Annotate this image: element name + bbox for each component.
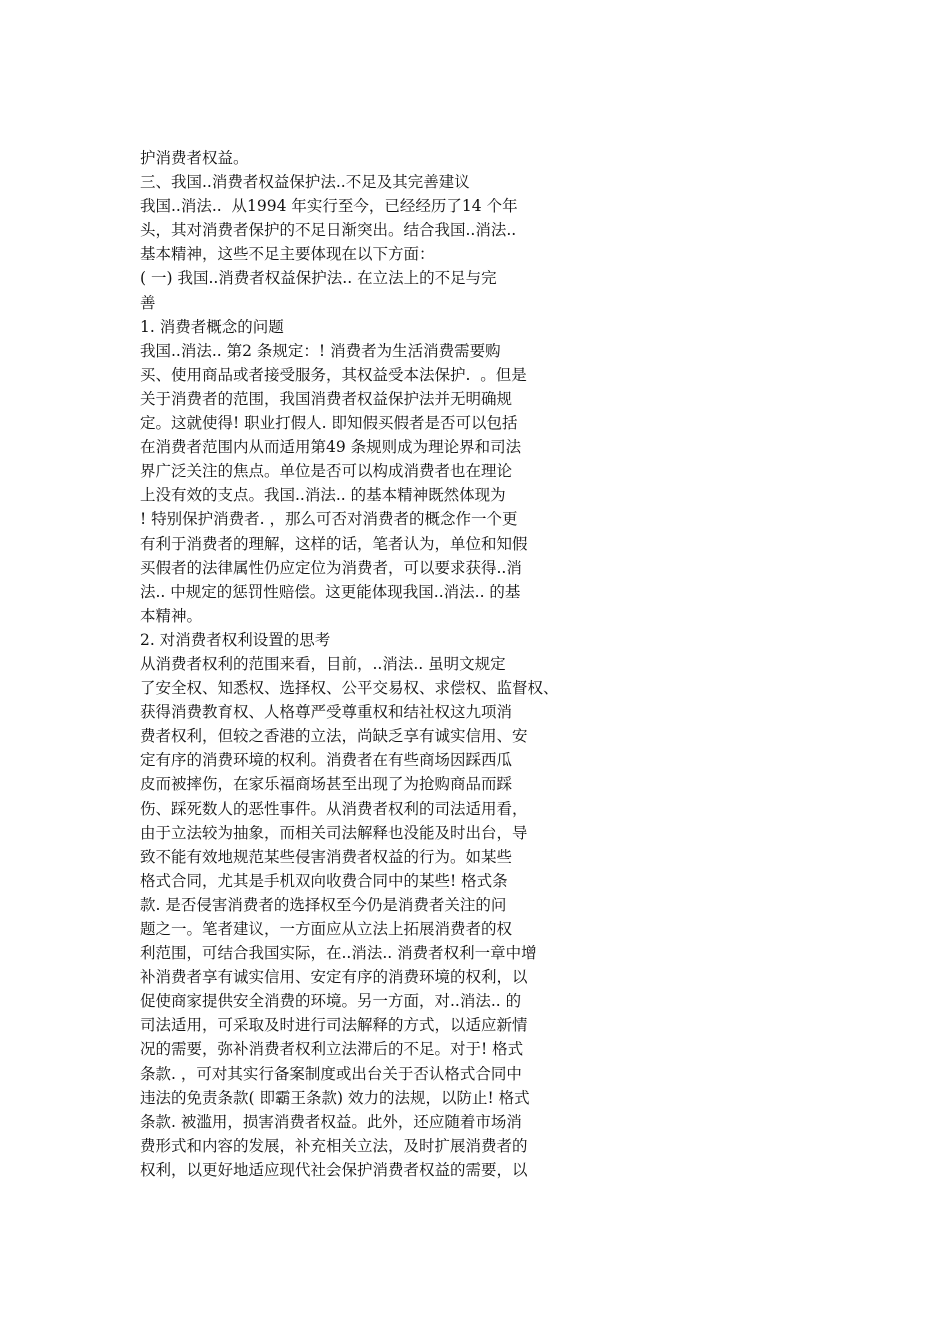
item-heading: 1. 消费者概念的问题 (140, 317, 284, 336)
text-line: 违法的免责条款( 即霸王条款) 效力的法规，以防止! 格式 (140, 1088, 530, 1107)
text-line: 促使商家提供安全消费的环境。另一方面，对..消法.. 的 (140, 992, 522, 1011)
text-line: 由于立法较为抽象，而相关司法解释也没能及时出台，导 (140, 823, 528, 842)
text-line: 买假者的法律属性仍应定位为消费者，可以要求获得..消 (140, 558, 522, 577)
text-line: 我国..消法.. 第2 条规定：! 消费者为生活消费需要购 (140, 341, 501, 360)
text-line: 皮而被摔伤，在家乐福商场甚至出现了为抢购商品而踩 (140, 775, 513, 794)
text-line: 费者权利，但较之香港的立法，尚缺乏享有诚实信用、安 (140, 727, 528, 746)
text-line: 利范围，可结合我国实际，在..消法.. 消费者权利一章中增 (140, 944, 537, 963)
text-line: 买、使用商品或者接受服务，其权益受本法保护. 。但是 (140, 365, 527, 384)
text-line: 关于消费者的范围，我国消费者权益保护法并无明确规 (140, 389, 513, 408)
text-line: 在消费者范围内从而适用第49 条规则成为理论界和司法 (140, 438, 522, 457)
text-line: 致不能有效地规范某些侵害消费者权益的行为。如某些 (140, 847, 513, 866)
text-line: 条款. 被滥用，损害消费者权益。此外，还应随着市场消 (140, 1112, 522, 1131)
text-line: 本精神。 (140, 606, 203, 625)
text-line: 我国..消法.. 从1994 年实行至今，已经经历了14 个年 (140, 197, 518, 216)
text-line: 界广泛关注的焦点。单位是否可以构成消费者也在理论 (140, 462, 513, 481)
item-heading: 2. 对消费者权利设置的思考 (140, 630, 331, 649)
text-line: ! 特别保护消费者. ，那么可否对消费者的概念作一个更 (140, 510, 518, 529)
text-line: 获得消费教育权、人格尊严受尊重权和结社权这九项消 (140, 703, 513, 722)
text-line: 条款. ，可对其实行备案制度或出台关于否认格式合同中 (140, 1064, 522, 1083)
text-line: 司法适用，可采取及时进行司法解释的方式，以适应新情 (140, 1016, 528, 1035)
text-line: 权利，以更好地适应现代社会保护消费者权益的需要，以 (140, 1160, 528, 1179)
text-line: 伤、踩死数人的恶性事件。从消费者权利的司法适用看， (140, 799, 528, 818)
text-line: 格式合同，尤其是手机双向收费合同中的某些! 格式条 (140, 871, 508, 890)
text-line: 况的需要，弥补消费者权利立法滞后的不足。对于! 格式 (140, 1040, 524, 1059)
text-line: 补消费者享有诚实信用、安定有序的消费环境的权利，以 (140, 968, 528, 987)
text-line: 款. 是否侵害消费者的选择权至今仍是消费者关注的问 (140, 895, 507, 914)
text-line: 上没有效的支点。我国..消法.. 的基本精神既然体现为 (140, 486, 506, 505)
text-line: 有利于消费者的理解，这样的话，笔者认为，单位和知假 (140, 534, 528, 553)
text-line: 护消费者权益。 (140, 149, 249, 167)
text-line: 法.. 中规定的惩罚性赔偿。这更能体现我国..消法.. 的基 (140, 582, 521, 601)
text-line: 了安全权、知悉权、选择权、公平交易权、求偿权、监督权、 (140, 679, 559, 698)
text-line: 定。这就使得! 职业打假人. 即知假买假者是否可以包括 (140, 414, 518, 433)
subsection-heading: ( 一) 我国..消费者权益保护法.. 在立法上的不足与完 (140, 269, 497, 288)
text-line: 定有序的消费环境的权利。消费者在有些商场因踩西瓜 (140, 751, 513, 770)
subsection-heading: 善 (140, 293, 156, 312)
text-line: 基本精神，这些不足主要体现在以下方面： (140, 245, 435, 264)
text-line: 头，其对消费者保护的不足日渐突出。结合我国..消法.. (140, 221, 517, 240)
document-body (140, 146, 900, 1182)
section-heading: 三、我国..消费者权益保护法..不足及其完善建议 (140, 173, 470, 192)
text-line: 费形式和内容的发展，补充相关立法，及时扩展消费者的 (140, 1136, 528, 1155)
text-line: 题之一。笔者建议，一方面应从立法上拓展消费者的权 (140, 920, 513, 938)
text-line: 从消费者权利的范围来看，目前，..消法.. 虽明文规定 (140, 654, 506, 673)
